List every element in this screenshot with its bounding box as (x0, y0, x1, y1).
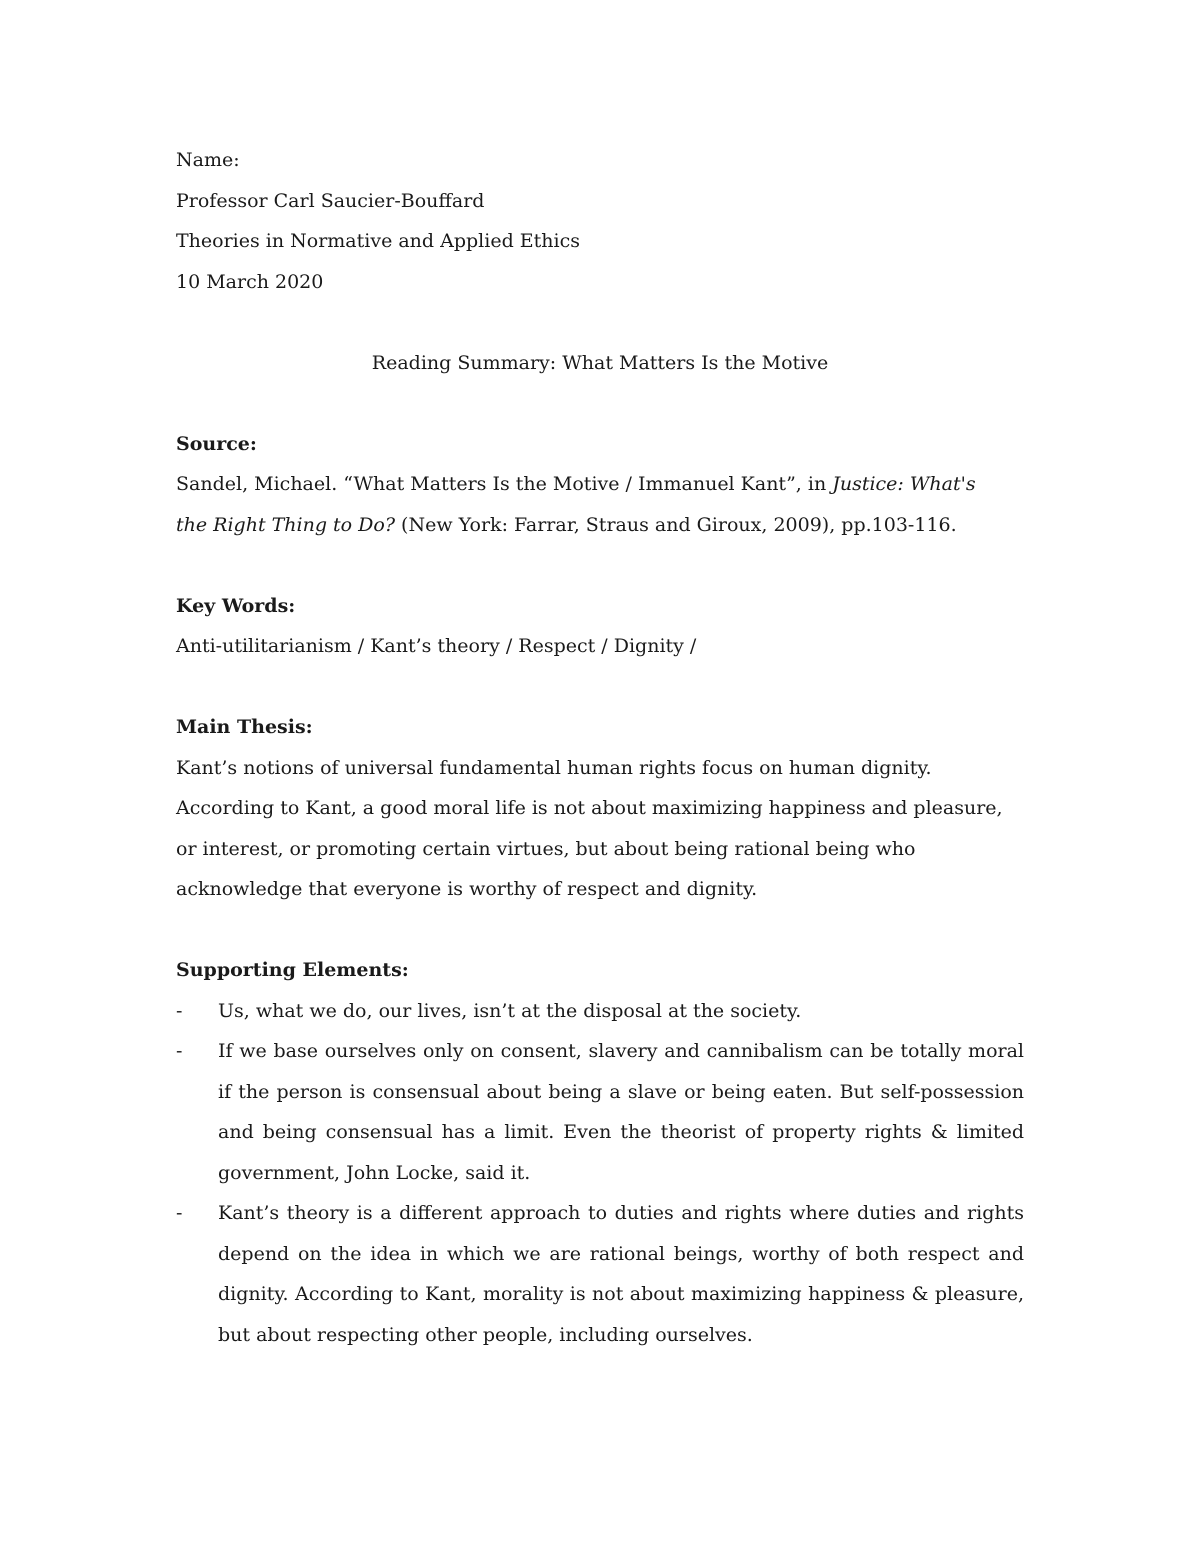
bullet-dash: - (176, 1202, 183, 1224)
supporting-elements-list (176, 991, 1024, 1356)
spacer (176, 667, 1024, 708)
supporting-elements-heading: Supporting Elements: (176, 959, 409, 981)
list-item (176, 1031, 1024, 1193)
list-item (176, 991, 1024, 1032)
list-item-text: Kant’s theory is a different approach to duties and rights where duties and rights depend on the idea in which we are rational beings, worthy of both respect and dignity. According to Kant, morality is not about maximizing happiness & pleasure, but about respecting other people, including ourselves. (218, 1202, 1024, 1346)
spacer (176, 302, 1024, 343)
source-citation (176, 464, 976, 545)
spacer (176, 383, 1024, 424)
source-book-title: Justice: What's the Right Thing to Do? (176, 473, 976, 536)
document-title: Reading Summary: What Matters Is the Motive (371, 351, 829, 374)
document-date: 10 March 2020 (176, 270, 324, 293)
source-text-after: (New York: Farrar, Straus and Giroux, 2009), pp.103-116. (395, 513, 957, 536)
key-words-text: Anti-utilitarianism / Kant’s theory / Respect / Dignity / (176, 635, 697, 657)
list-item-text: Us, what we do, our lives, isn’t at the disposal at the society. (218, 999, 802, 1022)
spacer (176, 545, 1024, 586)
main-thesis-text: Kant’s notions of universal fundamental human rights focus on human dignity. According to Kant, a good moral life is not about maximizing happiness and pleasure, or interest, or promoting certain virtues, but about being rational being who acknowledge that everyone is worthy of respect and dignity. (176, 756, 1003, 900)
main-thesis-heading: Main Thesis: (176, 716, 313, 738)
name-label: Name: (176, 149, 240, 171)
source-heading: Source: (176, 432, 257, 455)
document-page (176, 140, 1024, 1355)
bullet-dash: - (176, 1040, 183, 1062)
list-item (176, 1193, 1024, 1355)
source-text-before: Sandel, Michael. “What Matters Is the Motive / Immanuel Kant”, in (176, 473, 833, 495)
spacer (176, 910, 1024, 951)
professor-name: Professor Carl Saucier-Bouffard (176, 189, 485, 212)
key-words-heading: Key Words: (176, 594, 296, 617)
course-name: Theories in Normative and Applied Ethics (176, 230, 580, 252)
bullet-dash: - (176, 999, 183, 1022)
list-item-text: If we base ourselves only on consent, slavery and cannibalism can be totally moral if the person is consensual about being a slave or being eaten. But self-possession and being consensual has a limit. Even the theorist of property rights & limited government, John Locke, said it. (218, 1040, 1024, 1184)
